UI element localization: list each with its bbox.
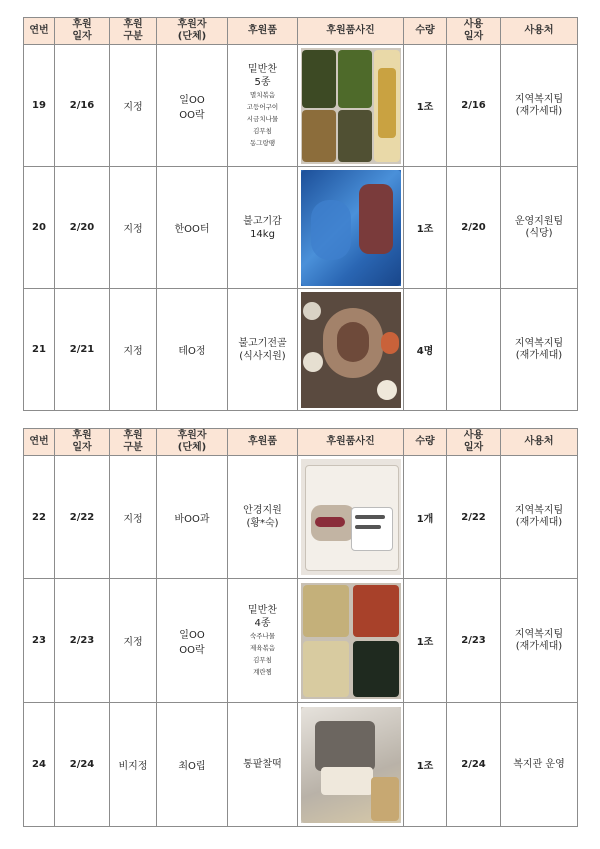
- table-row: [24, 289, 578, 411]
- row-item: [228, 703, 298, 827]
- donation-table-1: [23, 17, 578, 411]
- row-donor: 일OO OO락: [157, 579, 228, 703]
- col-header-donor: 후원자 (단체): [157, 18, 228, 45]
- row-type: 지정: [110, 456, 157, 579]
- row-item: [228, 45, 298, 167]
- col-header-qty: 수량: [404, 18, 447, 45]
- col-header-qty: 수량: [404, 429, 447, 456]
- row-no: 21: [24, 289, 55, 411]
- table-header-row: [24, 429, 578, 456]
- banchan-5-photo: [301, 48, 401, 164]
- row-place: 지역복지팀 (재가세대): [501, 45, 578, 167]
- row-use-date: 2/23: [447, 579, 501, 703]
- col-header-date: 후원 일자: [55, 429, 110, 456]
- row-donor: 바OO과: [157, 456, 228, 579]
- row-qty: 1조: [404, 167, 447, 289]
- col-header-no: 연번: [24, 18, 55, 45]
- col-header-place: 사용처: [501, 429, 578, 456]
- row-qty: 1개: [404, 456, 447, 579]
- row-date: 2/20: [55, 167, 110, 289]
- table-row: [24, 456, 578, 579]
- col-header-type: 후원 구분: [110, 18, 157, 45]
- row-photo: [298, 167, 404, 289]
- row-photo: [298, 45, 404, 167]
- row-qty: 4명: [404, 289, 447, 411]
- row-qty: 1조: [404, 45, 447, 167]
- row-place: 운영지원팀 (식당): [501, 167, 578, 289]
- item-title: 밑반찬 5종: [248, 63, 277, 88]
- col-header-photo: 후원품사진: [298, 18, 404, 45]
- item-title: 안경지원 (황*숙): [243, 505, 282, 529]
- row-no: 22: [24, 456, 55, 579]
- row-use-date: 2/24: [447, 703, 501, 827]
- row-date: 2/22: [55, 456, 110, 579]
- item-title: 밑반찬 4종: [248, 604, 277, 629]
- row-photo: [298, 703, 404, 827]
- row-date: 2/16: [55, 45, 110, 167]
- row-place: 지역복지팀 (재가세대): [501, 289, 578, 411]
- row-date: 2/21: [55, 289, 110, 411]
- row-use-date: 2/20: [447, 167, 501, 289]
- bulgogi-meat-photo: [301, 170, 401, 286]
- row-no: 19: [24, 45, 55, 167]
- table-row: [24, 167, 578, 289]
- row-donor: 최O립: [157, 703, 228, 827]
- row-no: 24: [24, 703, 55, 827]
- row-photo: [298, 456, 404, 579]
- donation-table-2: [23, 428, 578, 827]
- banchan-4-photo: [301, 583, 401, 699]
- row-date: 2/24: [55, 703, 110, 827]
- bulgogi-hotpot-photo: [301, 292, 401, 408]
- row-place: 지역복지팀 (재가세대): [501, 579, 578, 703]
- row-place: 지역복지팀 (재가세대): [501, 456, 578, 579]
- item-title: 통팥찰떡: [243, 759, 282, 770]
- row-place: 복지관 운영: [501, 703, 578, 827]
- col-header-use-date: 사용 일자: [447, 18, 501, 45]
- row-type: 비지정: [110, 703, 157, 827]
- col-header-place: 사용처: [501, 18, 578, 45]
- item-title: 불고기감 14kg: [243, 215, 282, 240]
- table-row: [24, 45, 578, 167]
- row-type: 지정: [110, 167, 157, 289]
- col-header-use-date: 사용 일자: [447, 429, 501, 456]
- row-qty: 1조: [404, 703, 447, 827]
- row-photo: [298, 289, 404, 411]
- row-date: 2/23: [55, 579, 110, 703]
- row-donor: 일OO OO락: [157, 45, 228, 167]
- row-photo: [298, 579, 404, 703]
- row-type: 지정: [110, 579, 157, 703]
- row-no: 23: [24, 579, 55, 703]
- table-row: [24, 579, 578, 703]
- glasses-photo: [301, 459, 401, 575]
- col-header-photo: 후원품사진: [298, 429, 404, 456]
- row-item: [228, 456, 298, 579]
- row-no: 20: [24, 167, 55, 289]
- item-details: 멸치볶음 고등어구이 시금치나물 김무침 동그랑땡: [246, 90, 279, 147]
- col-header-item: 후원품: [228, 18, 298, 45]
- row-qty: 1조: [404, 579, 447, 703]
- col-header-type: 후원 구분: [110, 429, 157, 456]
- row-type: 지정: [110, 45, 157, 167]
- col-header-donor: 후원자 (단체): [157, 429, 228, 456]
- row-donor: 한OO터: [157, 167, 228, 289]
- item-details: 숙주나물 제육볶음 김무침 계란찜: [249, 631, 276, 676]
- row-item: [228, 579, 298, 703]
- row-use-date: 2/16: [447, 45, 501, 167]
- row-type: 지정: [110, 289, 157, 411]
- item-title: 불고기전골 (식사지원): [238, 337, 287, 362]
- row-use-date: 2/22: [447, 456, 501, 579]
- row-item: [228, 167, 298, 289]
- row-use-date: [447, 289, 501, 411]
- rice-cake-photo: [301, 707, 401, 823]
- col-header-no: 연번: [24, 429, 55, 456]
- table-header-row: [24, 18, 578, 45]
- col-header-item: 후원품: [228, 429, 298, 456]
- table-row: [24, 703, 578, 827]
- row-item: [228, 289, 298, 411]
- col-header-date: 후원 일자: [55, 18, 110, 45]
- row-donor: 테O정: [157, 289, 228, 411]
